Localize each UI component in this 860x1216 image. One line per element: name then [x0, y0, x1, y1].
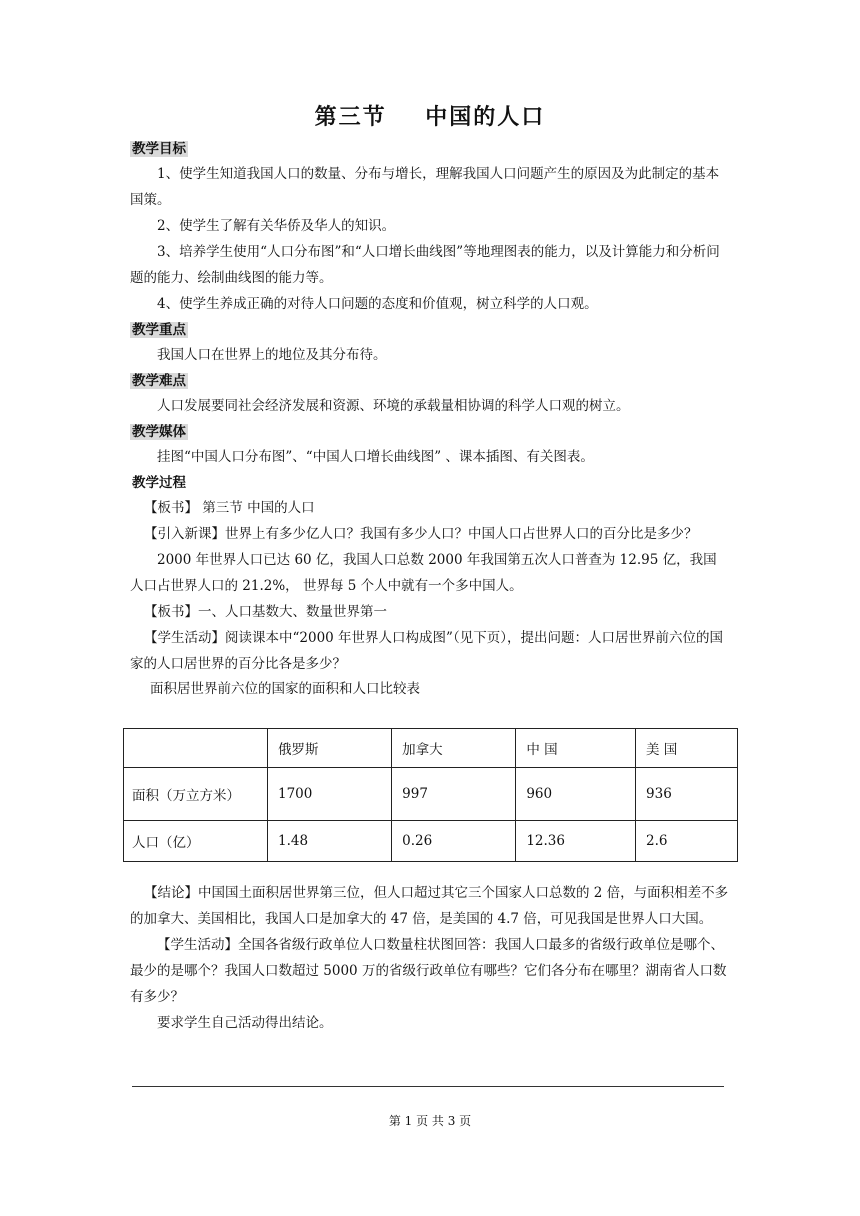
table-header-row: [124, 729, 738, 768]
table-cell: 1700: [268, 768, 392, 821]
goal-item: 1、使学生知道我国人口的数量、分布与增长，理解我国人口问题产生的原因及为此制定的基本国策。: [130, 166, 720, 208]
table-cell: 936: [636, 768, 738, 821]
table-cell: 12.36: [516, 821, 636, 862]
section-heading-process: [130, 473, 730, 493]
process-item: 【板书】一、人口基数大、数量世界第一: [144, 604, 387, 620]
section-heading-key: [130, 320, 730, 340]
table-cell: 0.26: [392, 821, 516, 862]
difficult-text: 人口发展要同社会经济发展和资源、环境的承载量相协调的科学人口观的树立。: [157, 398, 630, 414]
table-cell: 中 国: [516, 729, 636, 768]
goal-item: 4、使学生养成正确的对待人口问题的态度和价值观，树立科学的人口观。: [157, 296, 598, 312]
key-text: 我国人口在世界上的地位及其分布待。: [157, 347, 387, 363]
heading-text: 教学目标: [132, 141, 186, 157]
table-cell: 1.48: [268, 821, 392, 862]
section-heading-goals: [130, 139, 730, 159]
footer-divider: [132, 1086, 724, 1087]
table-cell: 面积（万立方米）: [124, 768, 268, 821]
process-item: 2000 年世界人口已达 60 亿，我国人口总数 2000 年我国第五次人口普查为 12.95 亿，我国人口占世界人口的 21.2%， 世界每 5 个人中就有一个多中国人。: [130, 552, 717, 594]
table-cell: 人口（亿）: [124, 821, 268, 862]
section-heading-difficult: [130, 371, 730, 391]
page-title: 第三节 中国的人口: [314, 105, 546, 130]
process-item: 【引入新课】世界上有多少亿人口？我国有多少人口？中国人口占世界人口的百分比是多少？: [144, 526, 698, 542]
heading-text: 教学过程: [132, 475, 186, 491]
requirement-text: 要求学生自己活动得出结论。: [157, 1015, 333, 1031]
page-footer: 第 1 页 共 3 页: [388, 1114, 472, 1128]
table-cell: 俄罗斯: [268, 729, 392, 768]
process-item: 【学生活动】阅读课本中“2000 年世界人口构成图”（见下页），提出问题：人口居世界前六位的国家的人口居世界的百分比各是多少？: [130, 630, 723, 672]
comparison-table: [123, 728, 738, 862]
goal-item: 3、培养学生使用“人口分布图”和“人口增长曲线图”等地理图表的能力，以及计算能力和分析问题的能力、绘制曲线图的能力等。: [130, 244, 720, 286]
table-cell: 加拿大: [392, 729, 516, 768]
table-row: [124, 821, 738, 862]
table-cell: 美 国: [636, 729, 738, 768]
heading-text: 教学重点: [132, 322, 186, 338]
goal-item: 2、使学生了解有关华侨及华人的知识。: [157, 218, 396, 234]
table-cell: [124, 729, 268, 768]
activity-text: 【学生活动】全国各省级行政单位人口数量柱状图回答：我国人口最多的省级行政单位是哪个、最少的是哪个？我国人口数超过 5000 万的省级行政单位有哪些？它们各分布在哪里？湖南省人口数有多少？: [130, 937, 727, 1005]
heading-text: 教学媒体: [132, 424, 186, 440]
section-heading-media: [130, 422, 730, 442]
table-row: [124, 768, 738, 821]
table-cell: 2.6: [636, 821, 738, 862]
after-table-text: [130, 880, 730, 1036]
table-cell: 960: [516, 768, 636, 821]
table-cell: 997: [392, 768, 516, 821]
media-text: 挂图“中国人口分布图”、“中国人口增长曲线图” 、课本插图、有关图表。: [157, 449, 594, 465]
table-caption: 面积居世界前六位的国家的面积和人口比较表: [150, 681, 420, 697]
conclusion-text: 【结论】中国国土面积居世界第三位，但人口超过其它三个国家人口总数的 2 倍，与面积相差不多的加拿大、美国相比，我国人口是加拿大的 47 倍，是美国的 4.7 倍，可见我国是世界人口大国。: [130, 885, 729, 927]
process-item: 【板书】 第三节 中国的人口: [144, 500, 315, 516]
content-body: [130, 136, 730, 701]
heading-text: 教学难点: [132, 373, 186, 389]
